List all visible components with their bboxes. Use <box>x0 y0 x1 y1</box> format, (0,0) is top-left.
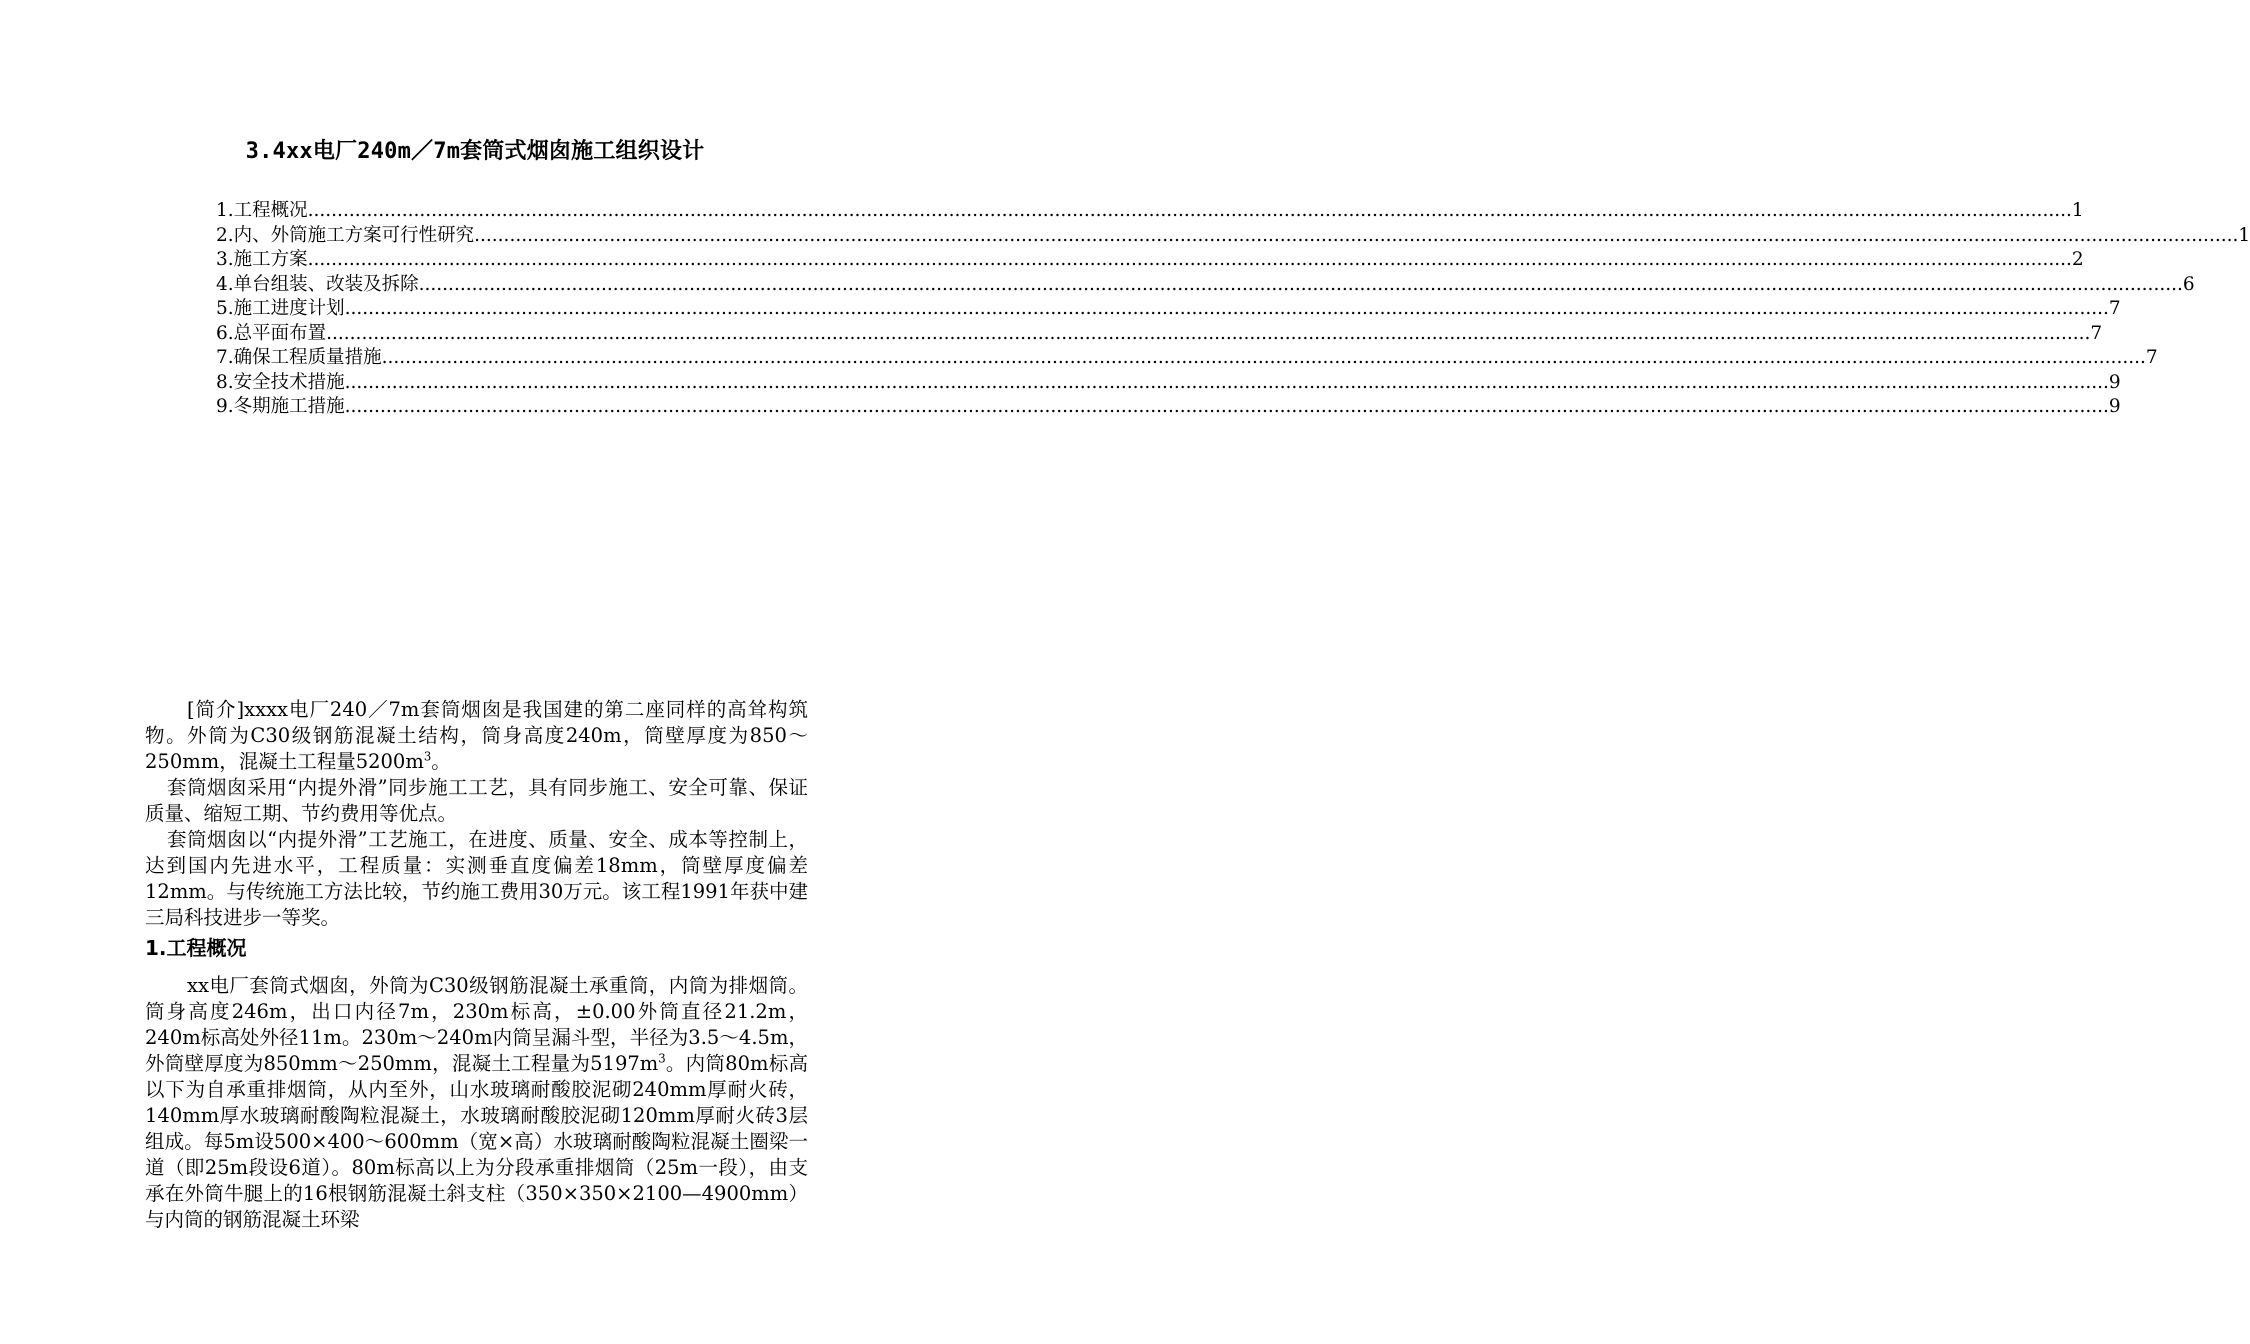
toc-entry[interactable] <box>216 224 2250 249</box>
toc-entry[interactable] <box>216 273 2195 298</box>
toc-dot-leader: ............................................................................................................................................................................................................................................................................................................ <box>307 200 2072 221</box>
toc-dot-leader: ............................................................................................................................................................................................................................................................................................................ <box>344 371 2109 393</box>
toc-entry[interactable] <box>216 199 2084 224</box>
toc-entry-page-number: 9 <box>2108 371 2121 393</box>
toc-entry-label: 7.确保工程质量措施 <box>216 347 382 368</box>
toc-entry[interactable] <box>216 346 2158 371</box>
toc-dot-leader: ............................................................................................................................................................................................................................................................................................................ <box>418 273 2183 295</box>
toc-entry-label: 1.工程概况 <box>216 200 308 221</box>
toc-dot-leader: ............................................................................................................................................................................................................................................................................................................ <box>381 347 2146 368</box>
toc-entry[interactable] <box>216 395 2121 420</box>
toc-dot-leader: ............................................................................................................................................................................................................................................................................................................ <box>307 249 2072 270</box>
toc-entry-label: 6.总平面布置 <box>216 322 327 344</box>
document-title: 3.4xx电厂240m／7m套筒式烟囱施工组织设计 <box>245 139 705 164</box>
toc-entry[interactable] <box>216 322 2103 347</box>
toc-entry-page-number: 7 <box>2090 322 2103 344</box>
intro-paragraph-3: 套筒烟囱以“内提外滑”工艺施工，在进度、质量、安全、成本等控制上，达到国内先进水平，工程质量：实测垂直度偏差18mm，筒壁厚度偏差12mm。与传统施工方法比较，节约施工费用30万元。该工程1991年获中建三局科技进步一等奖。 <box>145 828 808 929</box>
toc-entry-page-number: 9 <box>2108 396 2121 417</box>
section-1-paragraph: xx电厂套筒式烟囱，外筒为C30级钢筋混凝土承重筒，内筒为排烟筒。筒身高度246m，出口内径7m，230m标高，±0.00外筒直径21.2m，240m标高处外径11m。230m～240m内筒呈漏斗型，半径为3.5～4.5m，外筒壁厚度为850mm～250mm，混凝土工程量为$5197m^3$。内筒80m标高以下为自承重排烟筒，从内至外，山水玻璃耐酸胶泥砌240mm厚耐火砖，140mm厚水玻璃耐酸陶粒混凝土，水玻璃耐酸胶泥砌120mm厚耐火砖3层组成。每5m设500×400～600mm（宽×高）水玻璃耐酸陶粒混凝土圈梁一道（即25m段设6道）。80m标高以上为分段承重排烟筒（25m一段），由支承在外筒牛腿上的16根钢筋混凝土斜支柱（350×350×2100—4900mm）与内筒的钢筋混凝土环梁 <box>145 974 808 1231</box>
toc-entry-label: 3.施工方案 <box>216 249 308 270</box>
toc-entry[interactable] <box>216 248 2084 273</box>
table-of-contents <box>216 199 2250 420</box>
toc-entry-page-number: 7 <box>2108 298 2121 319</box>
toc-entry-page-number: 1 <box>2238 224 2250 246</box>
toc-entry-label: 8.安全技术措施 <box>216 371 345 393</box>
toc-dot-leader: ............................................................................................................................................................................................................................................................................................................ <box>326 322 2091 344</box>
toc-entry-label: 5.施工进度计划 <box>216 298 345 319</box>
toc-entry-page-number: 6 <box>2182 273 2195 295</box>
toc-dot-leader: ............................................................................................................................................................................................................................................................................................................ <box>474 224 2239 246</box>
toc-entry-page-number: 1 <box>2071 200 2084 221</box>
toc-entry-label: 2.内、外筒施工方案可行性研究 <box>216 224 475 246</box>
toc-entry[interactable] <box>216 371 2121 396</box>
section-heading-1: 1.工程概况 <box>145 936 247 960</box>
section-1-body <box>145 973 808 1233</box>
toc-entry-label: 4.单台组装、改装及拆除 <box>216 273 419 295</box>
toc-entry-page-number: 7 <box>2145 347 2158 368</box>
toc-dot-leader: ............................................................................................................................................................................................................................................................................................................ <box>344 396 2109 417</box>
intro-section <box>145 697 808 931</box>
toc-entry-label: 9.冬期施工措施 <box>216 396 345 417</box>
intro-paragraph-2: 套筒烟囱采用“内提外滑”同步施工工艺，具有同步施工、安全可靠、保证质量、缩短工期、节约费用等优点。 <box>145 776 808 825</box>
toc-entry[interactable] <box>216 297 2121 322</box>
toc-dot-leader: ............................................................................................................................................................................................................................................................................................................ <box>344 298 2109 319</box>
intro-paragraph-1: [简介]xxxx电厂240／7m套筒烟囱是我国建的第二座同样的高耸构筑物。外筒为C30级钢筋混凝土结构，筒身高度240m，筒壁厚度为850～250mm，混凝土工程量$5200m^3$。 <box>145 698 808 773</box>
toc-entry-page-number: 2 <box>2071 249 2084 270</box>
